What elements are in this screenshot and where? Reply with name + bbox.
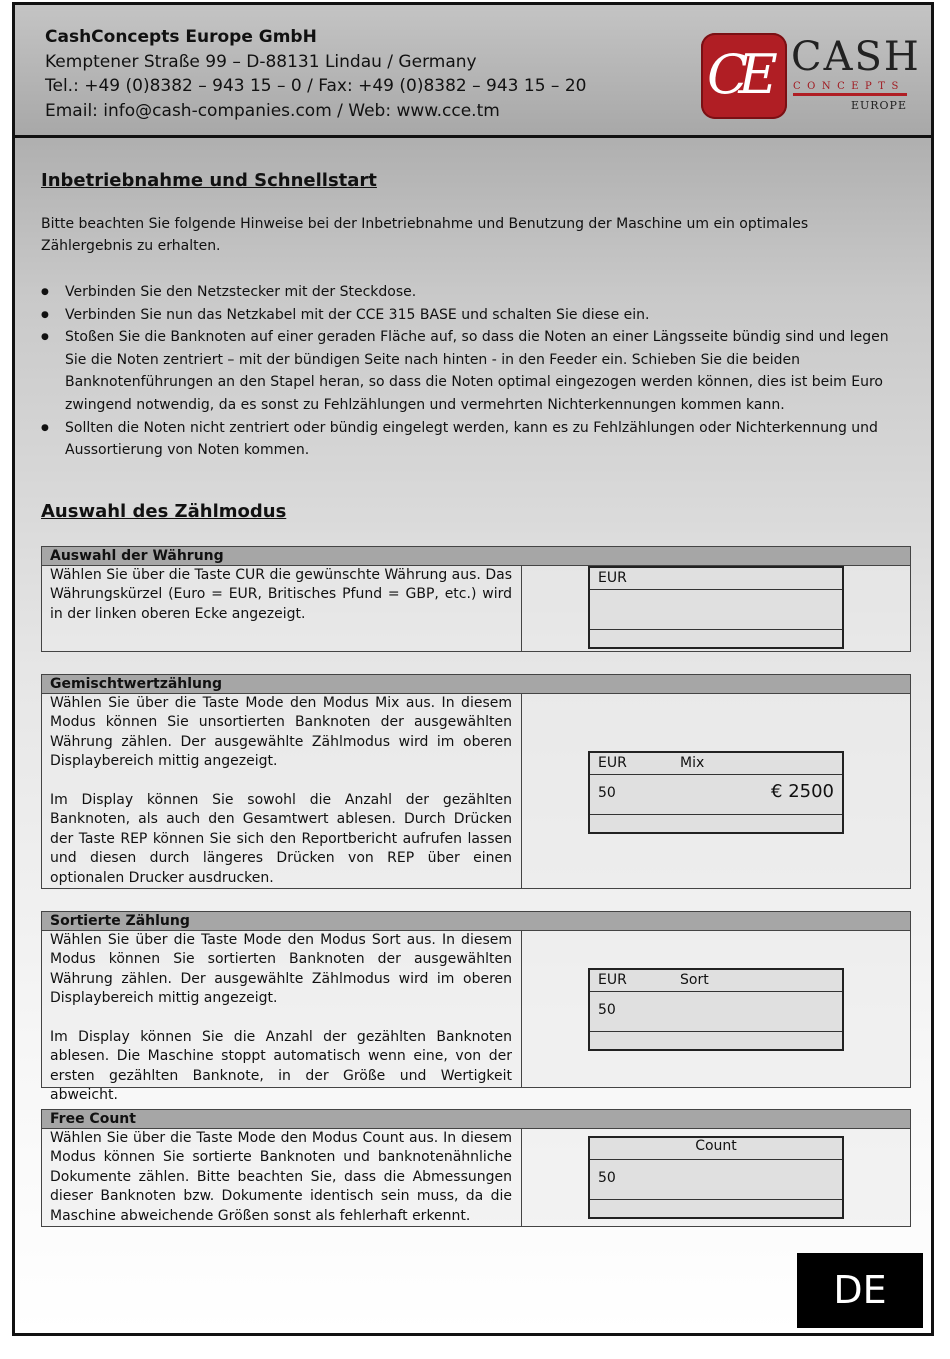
letterhead [15, 5, 931, 138]
display-mode: Mix [680, 755, 705, 771]
mix-display [588, 751, 844, 834]
display-currency: EUR [598, 570, 627, 586]
company-logo [701, 33, 921, 121]
logo-word-cash: CASH [791, 34, 921, 80]
section-heading-setup: Inbetriebnahme und Schnellstart [41, 170, 377, 191]
company-name: CashConcepts Europe GmbH [45, 27, 317, 47]
display-currency: EUR [598, 755, 627, 771]
language-badge: DE [797, 1253, 923, 1328]
list-item: ● Verbinden Sie nun das Netzkabel mit der CCE 315 BASE und schalten Sie diese ein. [41, 304, 911, 327]
logo-mark: CE [701, 33, 787, 119]
sort-section [41, 911, 911, 1104]
currency-title: Auswahl der Währung [42, 547, 910, 566]
currency-section [41, 546, 911, 652]
display-count: 50 [598, 1170, 616, 1186]
mix-section [41, 674, 911, 889]
currency-text: Wählen Sie über die Taste CUR die gewünschte Währung aus. Das Währungskürzel (Euro = EUR, Britisches Pfund = GBP, etc.) wird in der linken oberen Ecke angezeigt. [42, 566, 522, 651]
list-item: ● Stoßen Sie die Banknoten auf einer geraden Fläche auf, so dass die Noten an einer Längsseite bündig sind und legen Sie die Noten zentriert – mit der bündigen Seite nach hinten - in den Feeder ein. Schieben Sie die beiden Banknotenführungen an den Stapel heran, so dass die Noten optimal eingezogen werden können, dies ist beim Euro zwingend notwendig, da es sonst zu Fehlzählungen und vermehrten Nichterkennungen kommen kann. [41, 326, 911, 416]
section-heading-modes: Auswahl des Zählmodus [41, 501, 287, 522]
company-phone: Tel.: +49 (0)8382 – 943 15 – 0 / Fax: +49 (0)8382 – 943 15 – 20 [45, 76, 587, 96]
display-mode: Sort [680, 972, 709, 988]
setup-intro: Bitte beachten Sie folgende Hinweise bei der Inbetriebnahme und Benutzung der Maschine um ein optimales Zählergebnis zu erhalten. [41, 216, 809, 254]
setup-list [41, 281, 911, 462]
logo-word-concepts: CONCEPTS [793, 81, 905, 92]
page-frame [12, 2, 934, 1336]
logo-word-europe: EUROPE [793, 93, 907, 112]
free-count-section [41, 1109, 911, 1227]
display-value: € 2500 [771, 781, 834, 802]
company-contact: Email: info@cash-companies.com / Web: www.cce.tm [45, 101, 500, 121]
display-count: 50 [598, 1002, 616, 1018]
display-count: 50 [598, 785, 616, 801]
sort-title: Sortierte Zählung [42, 912, 910, 931]
currency-display [588, 566, 844, 649]
list-item: ● Sollten die Noten nicht zentriert oder bündig eingelegt werden, kann es zu Fehlzählungen oder Nichterkennung und Aussortierung von Noten kommen. [41, 417, 911, 462]
free-count-text: Wählen Sie über die Taste Mode den Modus Count aus. In diesem Modus können Sie sortierte Banknoten und banknotenähnliche Dokumente zählen. Bitte beachten Sie, dass die Abmessungen dieser Banknoten bzw. Dokumente identisch sein muss, da die Maschine abweichende Größen sonst als fehlerhaft erkennt. [42, 1129, 522, 1226]
free-count-display [588, 1136, 844, 1219]
mix-title: Gemischtwertzählung [42, 675, 910, 694]
free-count-title: Free Count [42, 1110, 910, 1129]
display-currency: EUR [598, 972, 627, 988]
sort-text: Wählen Sie über die Taste Mode den Modus Sort aus. In diesem Modus können Sie sortierten Banknoten der ausgewählten Währung zählen. Der ausgewählte Zählmodus wird im oberen Displaybereich mittig angezeigt. Im Display können Sie die Anzahl der gezählten Banknoten ablesen. Die Maschine stoppt automatisch wenn eine, von der ersten gezählten Banknote, in der Größe und Wertigkeit abweicht. [42, 931, 522, 1087]
company-address: Kemptener Straße 99 – D-88131 Lindau / Germany [45, 52, 477, 72]
display-mode: Count [695, 1138, 737, 1154]
mix-text: Wählen Sie über die Taste Mode den Modus Mix aus. In diesem Modus können Sie unsortierten Banknoten der ausgewählten Währung zählen. Der ausgewählte Zählmodus wird im oberen Displaybereich mittig angezeigt. Im Display können Sie sowohl die Anzahl der gezählten Banknoten, als auch den Gesamtwert ablesen. Durch Drücken der Taste REP können Sie sich den Reportbericht aufrufen lassen und diesen durch längeres Drücken von REP über einen optionalen Drucker ausdrucken. [42, 694, 522, 888]
list-item: ● Verbinden Sie den Netzstecker mit der Steckdose. [41, 281, 911, 304]
sort-display [588, 968, 844, 1051]
